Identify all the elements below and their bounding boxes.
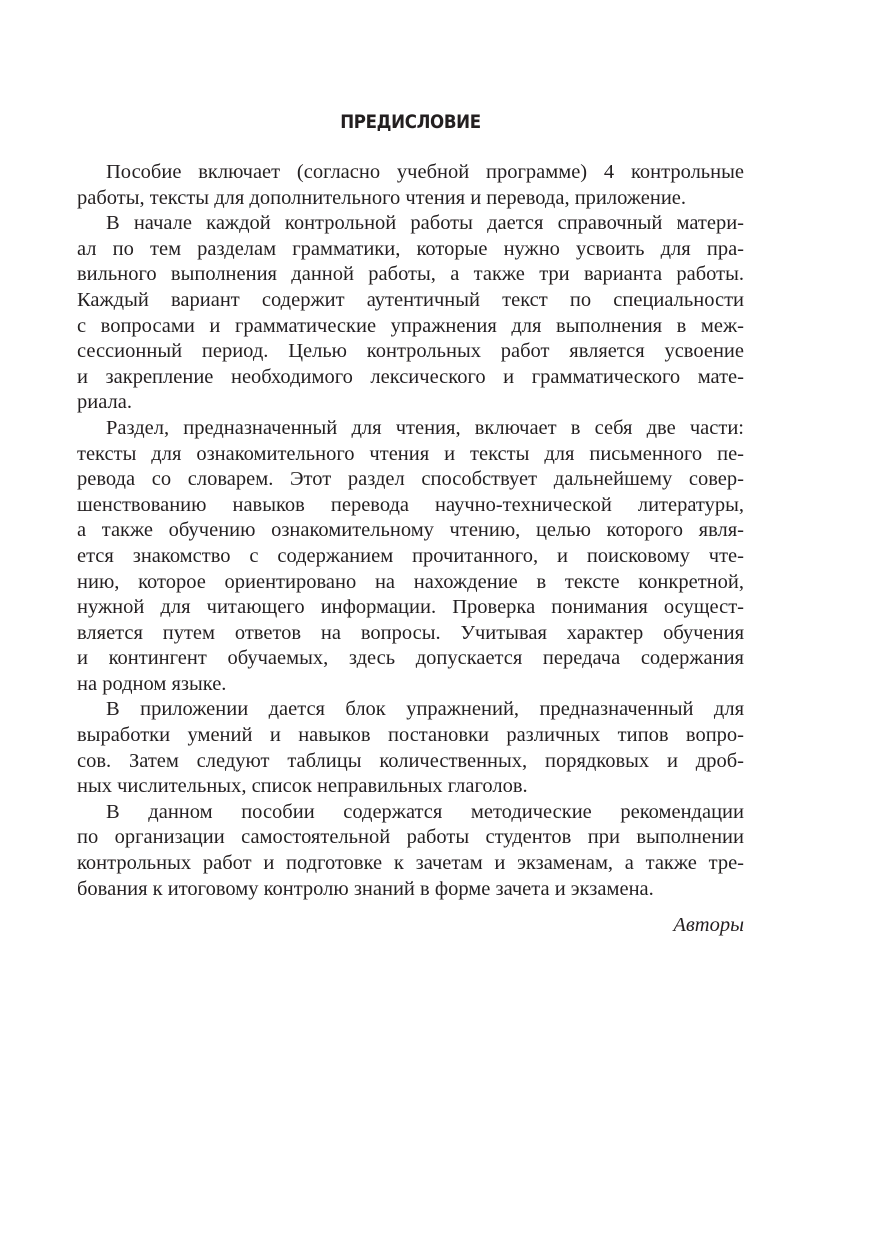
paragraph	[77, 800, 744, 902]
text-line: В данном пособии содержатся методические рекомендации	[106, 800, 744, 823]
text-line: тексты для ознакомительного чтения и тексты для письменного пе-	[77, 442, 744, 465]
text-line: нужной для читающего информации. Проверка понимания осущест-	[77, 596, 744, 619]
text-line: вильного выполнения данной работы, а также три варианта работы.	[77, 263, 744, 286]
page-title: ПРЕДИСЛОВИЕ	[340, 112, 481, 133]
text-line: бования к итоговому контролю знаний в форме зачета и экзамена.	[77, 877, 654, 900]
paragraph	[77, 416, 744, 698]
paragraph	[77, 211, 744, 416]
text-line: риала.	[77, 391, 132, 414]
text-line: нию, которое ориентировано на нахождение в тексте конкретной,	[77, 570, 744, 593]
text-line: Каждый вариант содержит аутентичный текст по специальности	[77, 288, 744, 311]
text-line: сов. Затем следуют таблицы количественных, порядковых и дроб-	[77, 749, 744, 772]
preface-body	[77, 160, 744, 902]
text-line: сессионный период. Целью контрольных работ является усвоение	[77, 340, 744, 363]
text-line: и контингент обучаемых, здесь допускается передача содержания	[77, 647, 744, 670]
text-line: а также обучению ознакомительному чтению, целью которого явля-	[77, 519, 744, 542]
text-line: и закрепление необходимого лексического и грамматического мате-	[77, 365, 744, 388]
text-line: с вопросами и грамматические упражнения для выполнения в меж-	[77, 314, 744, 337]
text-line: Раздел, предназначенный для чтения, включает в себя две части:	[106, 416, 744, 439]
paragraph	[77, 697, 744, 799]
text-line: ревода со словарем. Этот раздел способствует дальнейшему совер-	[77, 468, 744, 491]
text-line: Пособие включает (согласно учебной программе) 4 контрольные	[106, 161, 744, 183]
text-line: ал по тем разделам грамматики, которые нужно усвоить для пра-	[77, 237, 744, 260]
text-line: ных числительных, список неправильных глаголов.	[77, 775, 528, 798]
authors-signature: Авторы	[673, 914, 744, 937]
text-line: контрольных работ и подготовке к зачетам и экзаменам, а также тре-	[77, 852, 744, 875]
preface-page	[77, 108, 744, 939]
text-line: выработки умений и навыков постановки различных типов вопро-	[77, 724, 744, 747]
text-line: ется знакомство с содержанием прочитанного, и поисковому чте-	[77, 544, 744, 567]
text-line: шенствованию навыков перевода научно-технической литературы,	[77, 493, 744, 516]
text-line: по организации самостоятельной работы студентов при выполнении	[77, 826, 744, 849]
text-line: вляется путем ответов на вопросы. Учитывая характер обучения	[77, 621, 744, 644]
text-line: В начале каждой контрольной работы дается справочный матери-	[106, 212, 744, 235]
text-line: работы, тексты для дополнительного чтения и перевода, приложение.	[77, 186, 687, 209]
text-line: В приложении дается блок упражнений, предназначенный для	[106, 698, 744, 721]
paragraph	[77, 160, 744, 211]
text-line: на родном языке.	[77, 672, 227, 695]
